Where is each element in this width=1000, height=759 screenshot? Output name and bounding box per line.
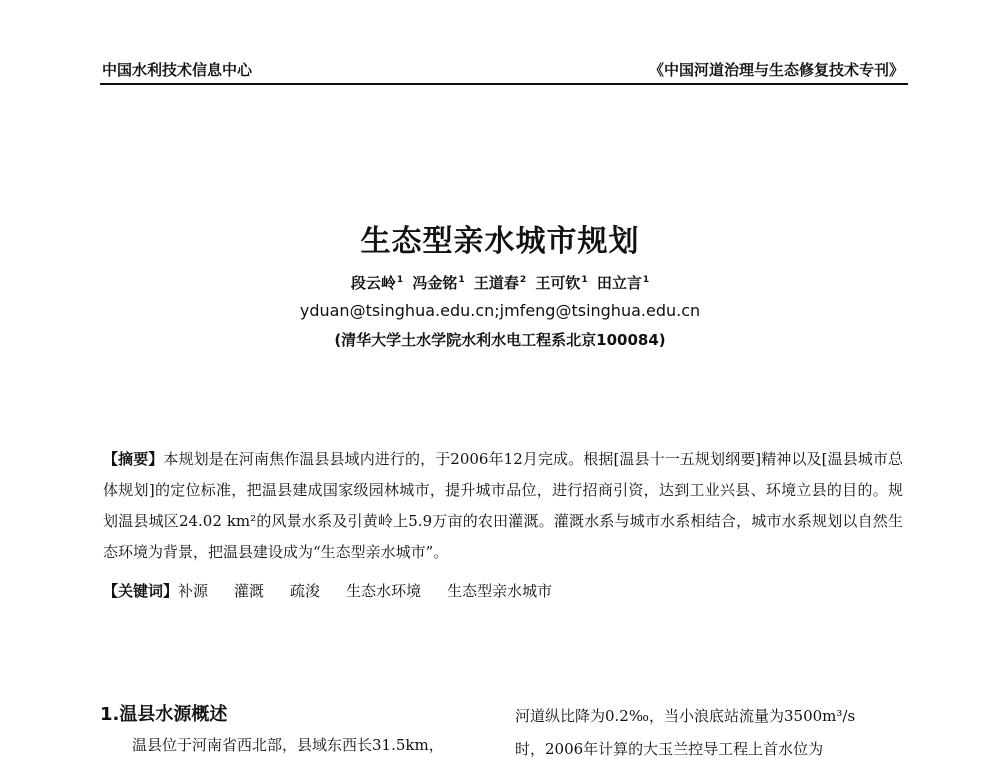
author: 段云岭$^1$: [350, 274, 404, 292]
author-list: [0, 272, 1000, 293]
abstract-label: 【摘要】: [103, 450, 164, 468]
keywords-label: 【关键词】: [103, 582, 179, 600]
paper-title: 生态型亲水城市规划: [360, 224, 640, 259]
abstract-text: 本规划是在河南焦作温县县域内进行的，于2006年12月完成。根据[温县十一五规划纲要]精神以及[温县城市总体规划]的定位标准，把温县建成国家级园林城市，提升城市品位，进行招商引资，达到工业兴县、环境立县的目的。规划温县城区24.02 km²的风景水系及引黄岭上5.9万亩的农田灌溉。灌溉水系与城市水系相结合，城市水系规划以自然生态环境为背景，把温县建设成为“生态型亲水城市”。: [103, 450, 903, 561]
author: 王可钦$^1$: [535, 274, 588, 292]
keywords: [103, 576, 903, 607]
author: 田立言$^1$: [596, 274, 650, 292]
section-heading: 1.温县水源概述: [100, 704, 228, 725]
author-affiliation: (清华大学土水学院水利水电工程系北京100084): [334, 331, 666, 349]
header-journal: 《中国河道治理与生态修复技术专刊》: [648, 61, 904, 79]
author-email: yduan@tsinghua.edu.cn;jmfeng@tsinghua.edu.cn: [299, 301, 701, 320]
body-line: 河道纵比降为0.2‰，当小浪底站流量为3500m³/s: [515, 707, 856, 725]
author: 王道春$^2$: [473, 274, 527, 292]
abstract: [103, 444, 903, 568]
body-line: 时，2006年计算的大玉兰控导工程上首水位为: [515, 740, 824, 758]
author: 冯金铭$^1$: [412, 274, 465, 292]
keyword: 灌溉: [234, 582, 265, 600]
keyword: 疏浚: [290, 582, 321, 600]
keyword: 生态水环境: [346, 582, 422, 600]
header-publisher: 中国水利技术信息中心: [102, 61, 253, 79]
body-text-right: [515, 700, 905, 759]
running-header: [100, 59, 908, 85]
keyword: 补源: [178, 582, 209, 600]
body-text-left: 温县位于河南省西北部，县域东西长31.5km，: [132, 736, 444, 754]
keyword: 生态型亲水城市: [447, 582, 553, 600]
